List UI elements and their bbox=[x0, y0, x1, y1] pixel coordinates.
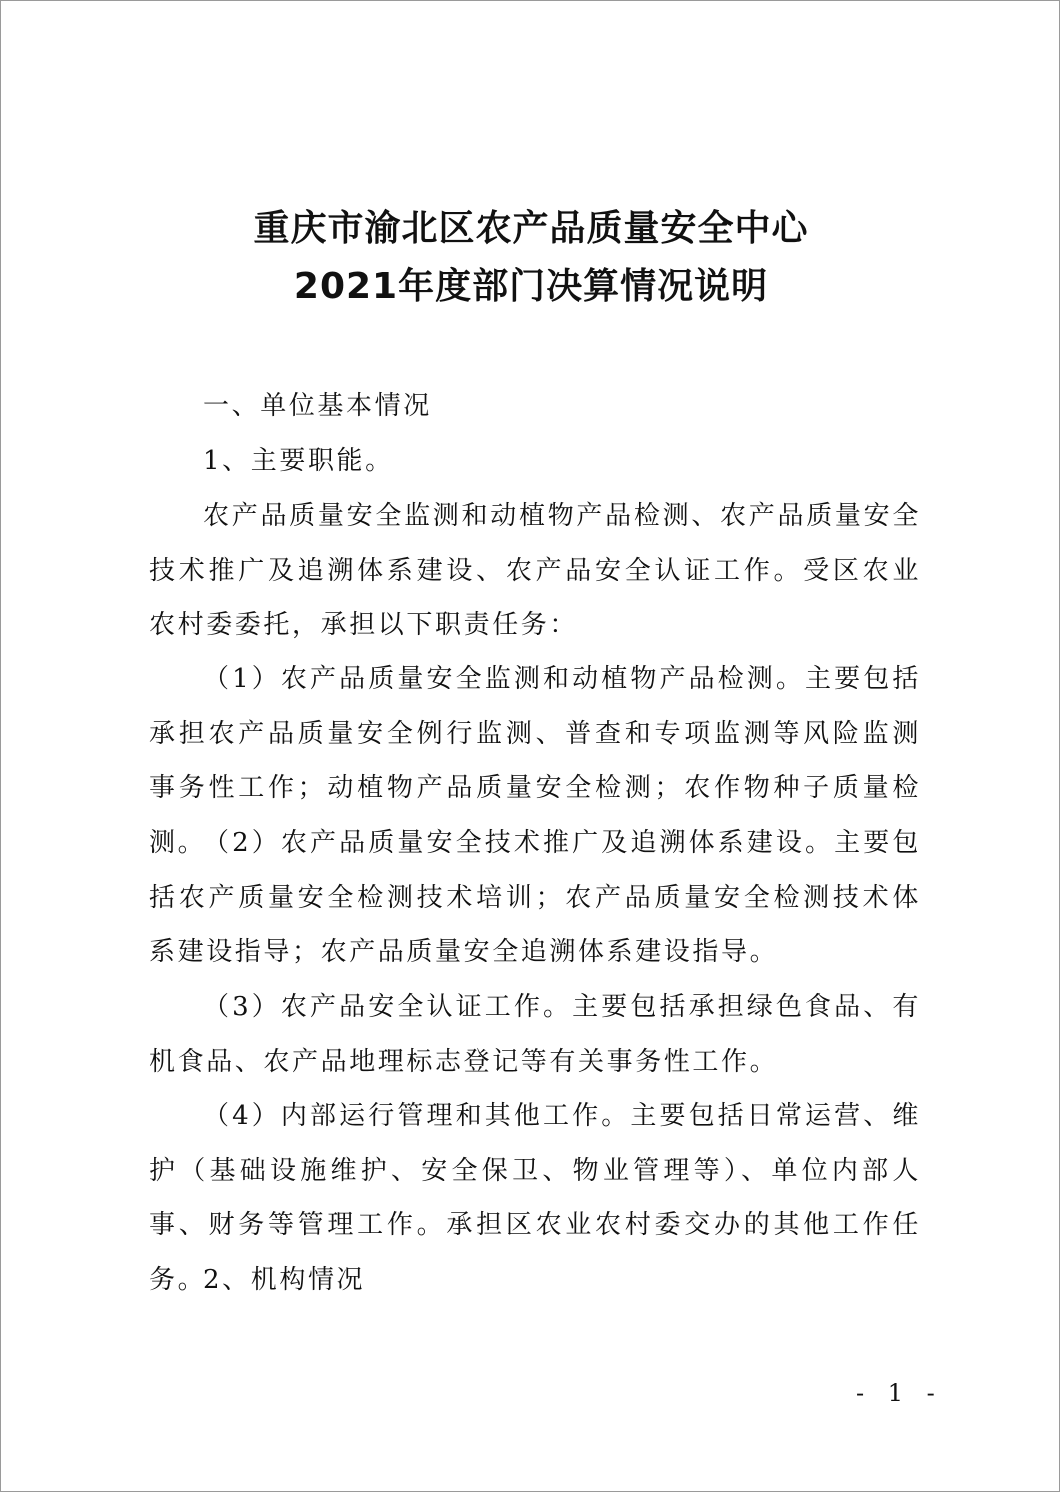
paragraph-item-2: （2）农产品质量安全技术推广及追溯体系建设。主要包括农产质量安全检测技术培训；农产品质量安全检测技术体系建设指导；农产品质量安全追溯体系建设指导。 bbox=[149, 828, 921, 967]
paragraph-functions-intro: 农产品质量安全监测和动植物产品检测、农产品质量安全技术推广及追溯体系建设、农产品安全认证工作。受区农业农村委委托，承担以下职责任务： bbox=[149, 501, 921, 640]
document-title-line-2: 2021年度部门决算情况说明 bbox=[293, 266, 769, 307]
paragraph-item-1: （1）农产品质量安全监测和动植物产品检测。主要包括承担农产品质量安全例行监测、普查和专项监测等风险监测事务性工作；动植物产品质量安全检测；农作物种子质量检测。 bbox=[149, 664, 921, 858]
page-number: - 1 - bbox=[856, 1379, 943, 1407]
document-title-line-1: 重庆市渝北区农产品质量安全中心 bbox=[253, 208, 809, 249]
paragraph-item-3: （3）农产品安全认证工作。主要包括承担绿色食品、有机食品、农产品地理标志登记等有关事务性工作。 bbox=[149, 992, 921, 1077]
subsection-heading-main-functions: 1、主要职能。 bbox=[203, 446, 394, 476]
subsection-heading-organization: 2、机构情况 bbox=[203, 1265, 366, 1295]
section-heading-basic-info: 一、单位基本情况 bbox=[203, 391, 432, 421]
paragraph-item-4: （4）内部运行管理和其他工作。主要包括日常运营、维护（基础设施维护、安全保卫、物业管理等）、单位内部人事、财务等管理工作。承担区农业农村委交办的其他工作任务。 bbox=[149, 1101, 921, 1295]
